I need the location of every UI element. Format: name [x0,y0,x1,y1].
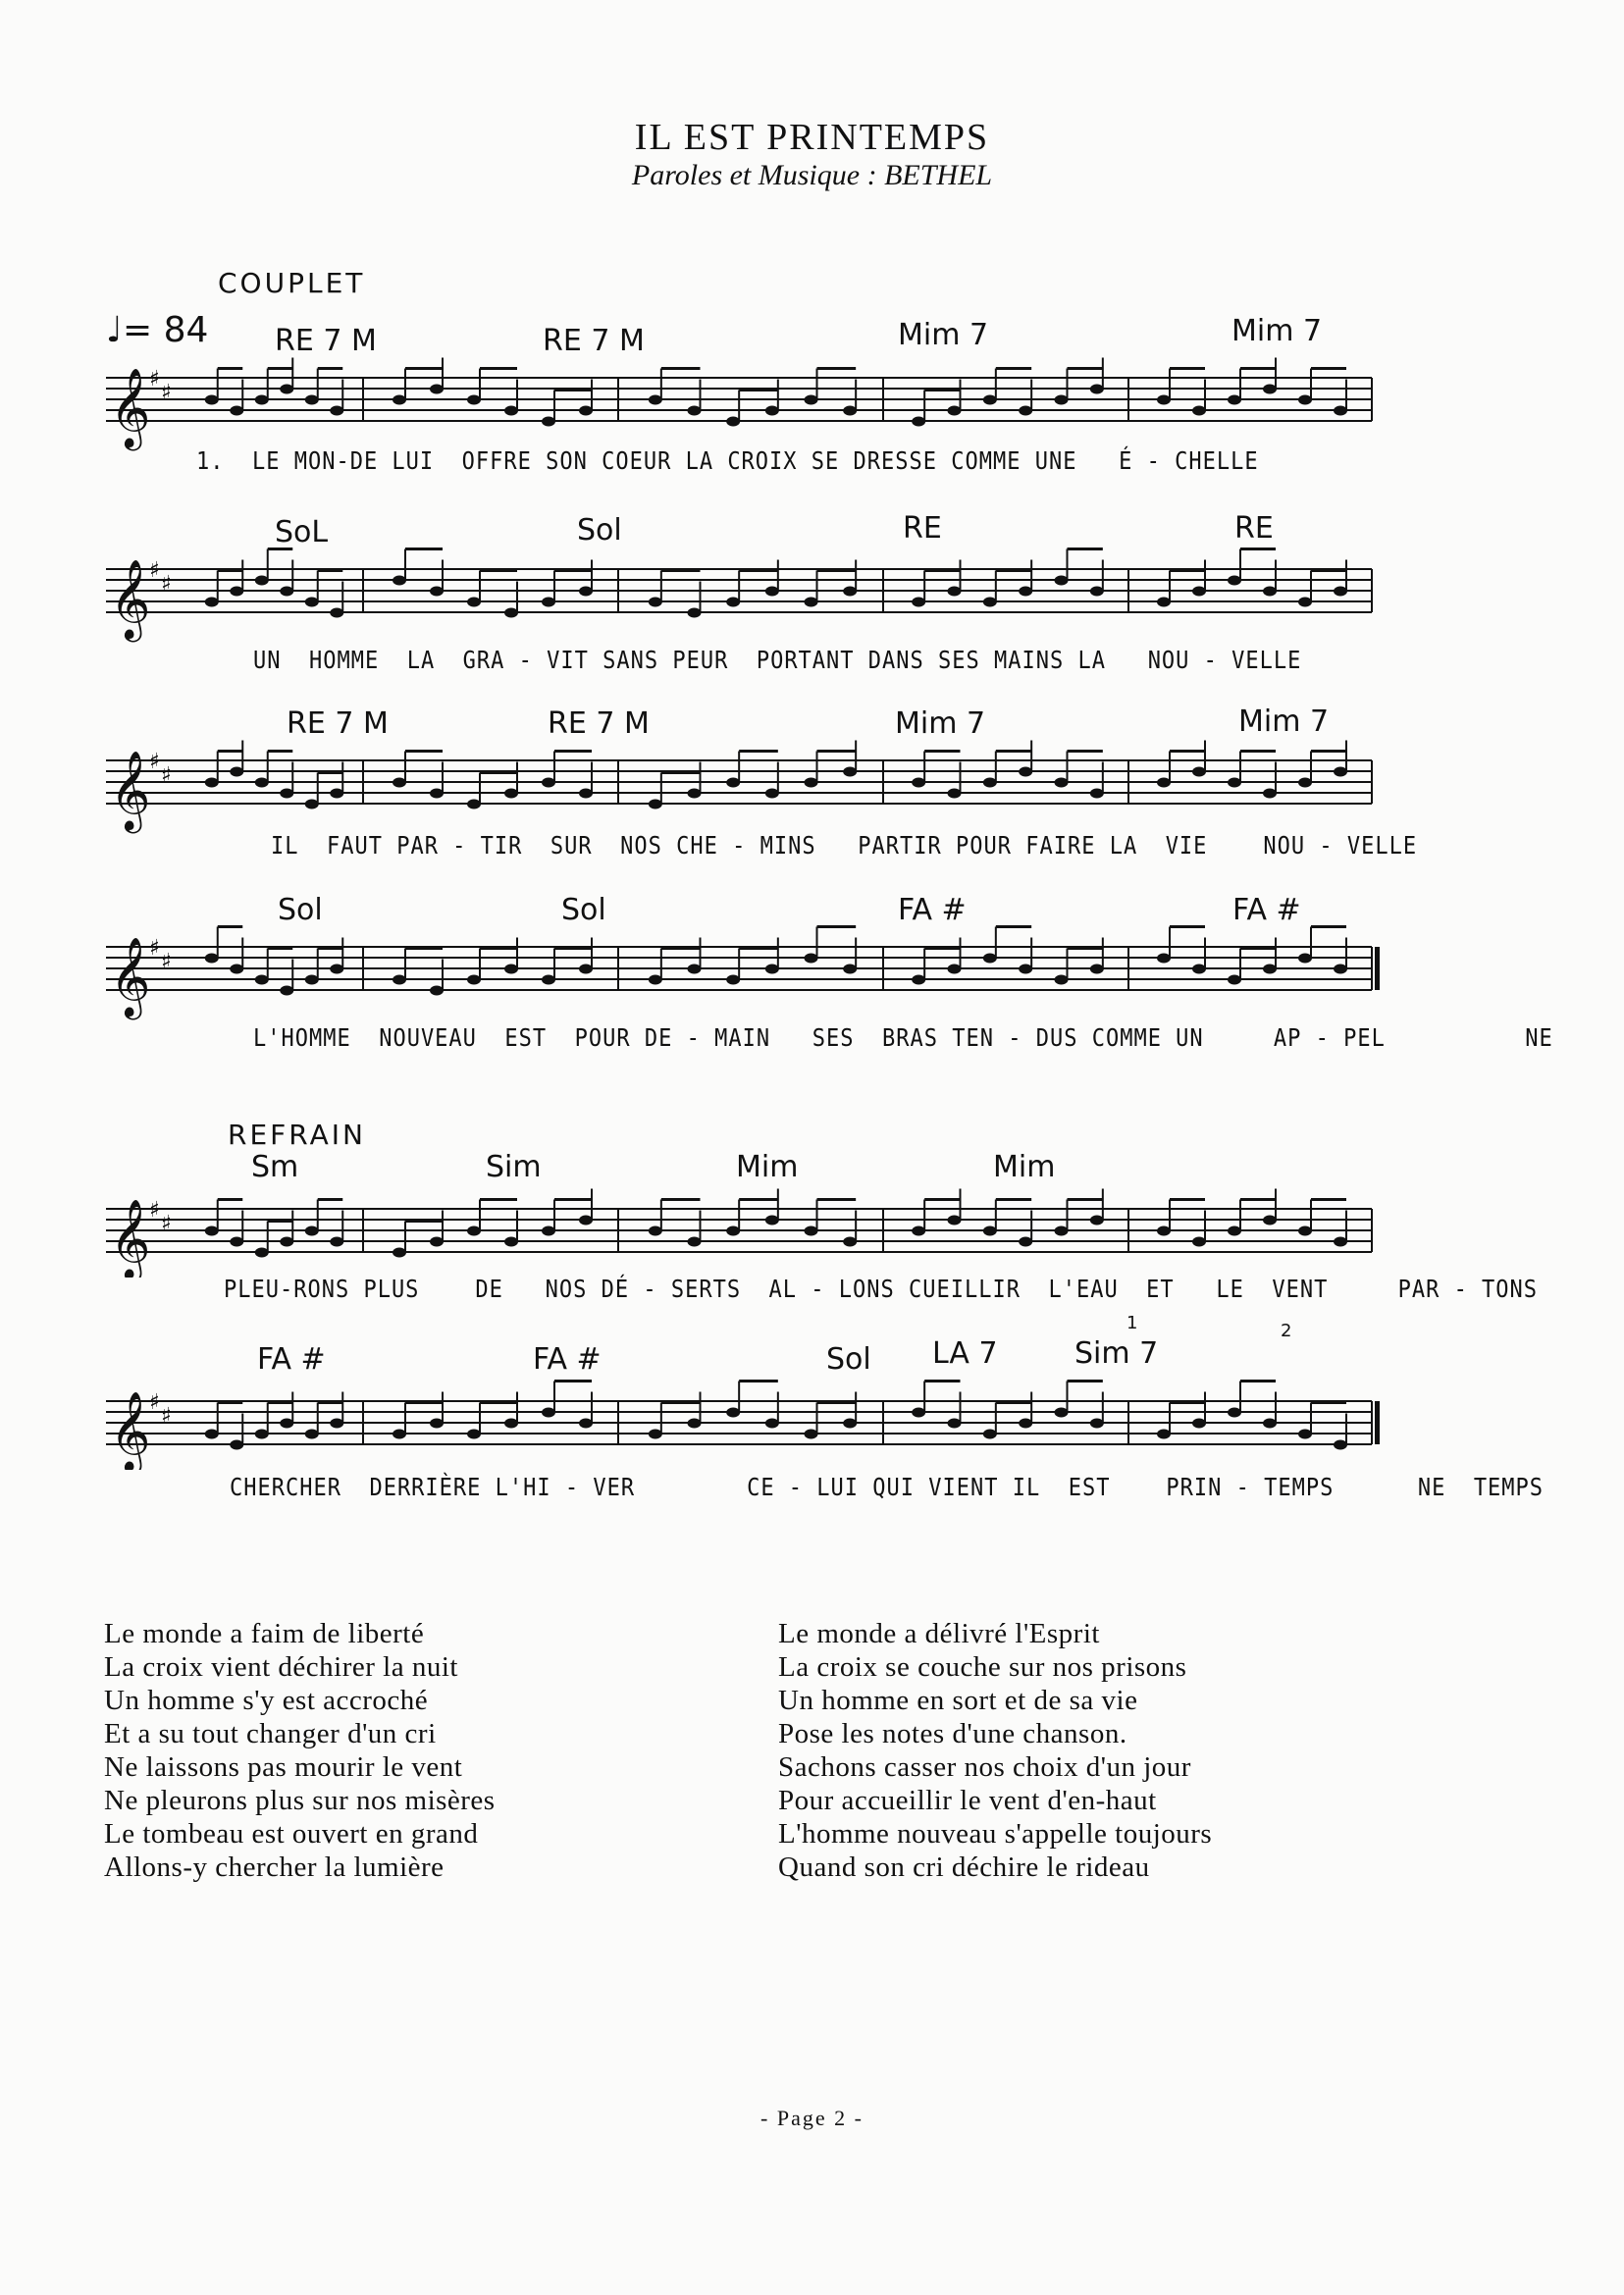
sharp-icon: ♯ [149,367,160,391]
note-head [430,1419,444,1429]
note-head [280,385,293,394]
note-head [688,1237,702,1247]
note-head [1298,954,1312,964]
song-credits: Paroles et Musique : BETHEL [631,159,993,191]
note-head [688,1419,702,1429]
note-head [1228,1408,1241,1418]
music-staff [0,324,1624,451]
song-title: IL EST PRINTEMPS [634,117,990,158]
note-head [843,1237,857,1247]
chord-symbol: SoL [275,515,329,549]
note-head [983,395,997,405]
note-head [467,598,481,607]
note-head [1263,1419,1277,1429]
note-head [504,1237,518,1247]
note-head [579,406,593,416]
note-head [1090,1419,1104,1429]
sharp-icon: ♯ [161,572,172,597]
verse-line: Sachons casser nos choix d'un jour [778,1751,1191,1783]
note-head [983,1226,997,1236]
note-head [726,417,740,427]
couplet-label: COUPLET [218,267,366,299]
verse-line: Le tombeau est ouvert en grand [104,1818,479,1850]
music-staff [0,706,1624,834]
treble-clef-icon: 𝄞 [110,1198,151,1278]
note-head [1298,778,1312,788]
treble-clef-icon: 𝄞 [110,750,151,830]
note-head [688,789,702,799]
note-head [579,587,593,597]
note-head [1192,1419,1206,1429]
note-head [205,1226,219,1236]
note-head [1298,395,1312,405]
note-head [542,1226,555,1236]
tempo-marking: ♩= 84 [106,310,209,350]
note-head [1090,965,1104,974]
note-head [912,778,925,788]
note-head [843,406,857,416]
verse-3 [778,1617,1212,1884]
note-head [579,1216,593,1226]
note-head [230,767,243,777]
note-head [726,778,740,788]
verse-line: Quand son cri déchire le rideau [778,1852,1150,1883]
note-head [1055,395,1069,405]
note-head [305,800,319,809]
note-head [805,395,818,405]
note-head [1157,395,1171,405]
note-head [649,975,662,985]
note-head [305,598,319,607]
sharp-icon: ♯ [161,381,172,405]
note-head [305,1226,319,1236]
note-head [765,1419,779,1429]
verse-line: La croix vient déchirer la nuit [104,1651,458,1683]
note-head [542,975,555,985]
treble-clef-icon: 𝄞 [110,367,151,447]
note-head [1334,767,1347,777]
chord-symbol: RE [1234,511,1274,546]
staff-system [0,1313,1624,1509]
note-head [542,1408,555,1418]
note-head [1055,975,1069,985]
note-head [948,789,962,799]
note-head [948,1216,962,1226]
note-head [1157,1430,1171,1439]
note-head [805,778,818,788]
note-head [1228,576,1241,586]
note-head [330,1419,343,1429]
lyrics-line: PLEU-RONS PLUS DE NOS DÉ - SERTS AL - LONS CUEILLIR L'EAU ET LE VENT PAR - TONS [224,1276,1539,1304]
sharp-icon: ♯ [161,763,172,788]
note-head [467,800,481,809]
note-head [1263,587,1277,597]
note-head [843,965,857,974]
note-head [579,1419,593,1429]
chord-symbol: LA 7 [932,1336,998,1371]
note-head [230,406,243,416]
note-head [1334,965,1347,974]
note-head [430,1237,444,1247]
note-head [430,789,444,799]
note-head [255,778,269,788]
note-head [230,1440,243,1450]
note-head [1228,778,1241,788]
note-head [726,1408,740,1418]
chord-symbol: Mim 7 [1238,704,1330,739]
verse-line: Pose les notes d'une chanson. [778,1718,1127,1749]
note-head [255,576,269,586]
note-head [948,406,962,416]
note-head [948,965,962,974]
sharp-icon: ♯ [161,1212,172,1236]
note-head [805,1226,818,1236]
treble-clef-icon: 𝄞 [110,936,151,1017]
note-head [393,1248,406,1258]
note-head [1263,789,1277,799]
note-head [1228,1226,1241,1236]
sharp-icon: ♯ [149,1198,160,1223]
note-head [912,1226,925,1236]
sharp-icon: ♯ [161,1404,172,1429]
note-head [765,1216,779,1226]
chord-symbol: FA # [533,1342,602,1377]
chord-symbol: Mim 7 [898,318,989,352]
note-head [912,975,925,985]
note-head [948,587,962,597]
note-head [467,975,481,985]
note-head [843,1419,857,1429]
lyrics-line: UN HOMME LA GRA - VIT SANS PEUR PORTANT DANS SES MAINS LA NOU - VELLE [253,647,1302,675]
verse-line: Ne laissons pas mourir le vent [104,1751,463,1783]
note-head [983,954,997,964]
treble-clef-icon: 𝄞 [110,1390,151,1470]
note-head [948,1419,962,1429]
staff-system [0,893,1624,1060]
note-head [649,1430,662,1439]
note-head [330,789,343,799]
lyrics-line: CHERCHER DERRIÈRE L'HI - VER CE - LUI QUI VIENT IL EST PRIN - TEMPS NE TEMPS [230,1474,1545,1502]
note-head [1019,767,1032,777]
note-head [205,954,219,964]
note-head [1019,587,1032,597]
volta-2-label: 2 [1281,1321,1292,1341]
note-head [430,587,444,597]
chord-symbol: Sol [577,513,622,548]
note-head [1019,965,1032,974]
note-head [1090,1216,1104,1226]
note-head [1263,1216,1277,1226]
note-head [1157,954,1171,964]
sharp-icon: ♯ [149,558,160,583]
note-head [765,965,779,974]
note-head [430,986,444,996]
verse-2 [104,1617,496,1884]
staff-system [0,314,1624,481]
note-head [230,587,243,597]
note-head [330,965,343,974]
note-head [805,1430,818,1439]
sharp-icon: ♯ [149,750,160,774]
note-head [1192,965,1206,974]
chord-symbol: RE 7 M [287,706,389,741]
note-head [280,986,293,996]
note-head [579,789,593,799]
chord-symbol: Sol [561,893,606,927]
note-head [542,778,555,788]
note-head [255,975,269,985]
note-head [1192,767,1206,777]
staff-system [0,706,1624,873]
music-staff [0,1150,1624,1278]
verse-line: Le monde a délivré l'Esprit [778,1618,1100,1649]
note-head [843,767,857,777]
note-head [649,395,662,405]
note-head [205,598,219,607]
chord-symbol: RE 7 M [543,324,645,358]
note-head [1298,1226,1312,1236]
music-staff [0,1342,1624,1470]
note-head [1263,385,1277,394]
chord-symbol: RE 7 M [275,324,377,358]
lyrics-line: 1. LE MON-DE LUI OFFRE SON COEUR LA CROIX SE DRESSE COMME UNE É - CHELLE [196,447,1259,476]
note-head [305,1430,319,1439]
note-head [1055,1408,1069,1418]
note-head [688,965,702,974]
note-head [1334,1237,1347,1247]
chord-symbol: RE 7 M [548,706,650,741]
verse-line: Le monde a faim de liberté [104,1618,425,1649]
note-head [726,1226,740,1236]
note-head [504,406,518,416]
lyrics-line: IL FAUT PAR - TIR SUR NOS CHE - MINS PARTIR POUR FAIRE LA VIE NOU - VELLE [271,832,1418,861]
note-head [1019,406,1032,416]
chord-symbol: RE [903,511,942,546]
note-head [1090,587,1104,597]
note-head [649,1226,662,1236]
note-head [393,395,406,405]
chord-symbol: Mim 7 [1231,314,1323,348]
note-head [230,965,243,974]
verse-line: Pour accueillir le vent d'en-haut [778,1785,1157,1816]
note-head [504,965,518,974]
note-head [255,1430,269,1439]
verse-line: L'homme nouveau s'appelle toujours [778,1818,1213,1850]
verse-line: Ne pleurons plus sur nos misères [104,1785,496,1816]
note-head [649,800,662,809]
chord-symbol: FA # [898,893,967,927]
note-head [649,598,662,607]
treble-clef-icon: 𝄞 [110,558,151,639]
note-head [1055,1226,1069,1236]
note-head [393,576,406,586]
note-head [255,1248,269,1258]
note-head [1090,385,1104,394]
page-number: - Page 2 - [760,2106,864,2130]
note-head [504,608,518,618]
staff-system [0,511,1624,682]
note-head [330,1237,343,1247]
note-head [1334,587,1347,597]
note-head [1298,1430,1312,1439]
note-head [805,598,818,607]
verse-line: Un homme s'y est accroché [104,1685,429,1716]
note-head [430,385,444,394]
note-head [912,1408,925,1418]
music-staff [0,515,1624,643]
note-head [205,1430,219,1439]
note-head [688,406,702,416]
note-head [305,975,319,985]
note-head [579,965,593,974]
chord-symbol: Mim [993,1150,1056,1184]
chord-symbol: FA # [1232,893,1301,927]
note-head [1263,965,1277,974]
note-head [330,608,343,618]
sharp-icon: ♯ [149,1390,160,1415]
sharp-icon: ♯ [161,950,172,974]
note-head [542,417,555,427]
note-head [205,395,219,405]
note-head [255,395,269,405]
note-head [1192,1237,1206,1247]
note-head [504,1419,518,1429]
note-head [983,598,997,607]
note-head [1228,975,1241,985]
note-head [280,1419,293,1429]
note-head [726,975,740,985]
note-head [765,406,779,416]
note-head [1055,778,1069,788]
note-head [1055,576,1069,586]
note-head [1019,1237,1032,1247]
note-head [393,975,406,985]
note-head [1192,587,1206,597]
chord-symbol: Sim 7 [1074,1336,1159,1371]
note-head [280,587,293,597]
chord-symbol: Sol [826,1342,871,1377]
music-staff [0,893,1624,1020]
note-head [843,587,857,597]
note-head [504,789,518,799]
note-head [467,1226,481,1236]
note-head [1090,789,1104,799]
staff-system [0,1150,1624,1317]
chord-symbol: Sol [278,893,323,927]
verse-line: La croix se couche sur nos prisons [778,1651,1187,1683]
note-head [1298,598,1312,607]
note-head [1157,778,1171,788]
note-head [467,1430,481,1439]
note-head [765,587,779,597]
note-head [280,789,293,799]
note-head [726,598,740,607]
chord-symbol: Sm [251,1150,299,1184]
note-head [912,417,925,427]
verse-line: Un homme en sort et de sa vie [778,1685,1138,1716]
lyrics-line: L'HOMME NOUVEAU EST POUR DE - MAIN SES BRAS TEN - DUS COMME UN AP - PEL NE [253,1024,1553,1053]
note-head [305,395,319,405]
note-head [467,395,481,405]
note-head [393,778,406,788]
volta-1-label: 1 [1126,1313,1138,1333]
chord-symbol: FA # [257,1342,326,1377]
note-head [1157,1226,1171,1236]
note-head [765,789,779,799]
note-head [1019,1419,1032,1429]
note-head [230,1237,243,1247]
note-head [330,406,343,416]
note-head [983,778,997,788]
verse-line: Et a su tout changer d'un cri [104,1718,437,1749]
note-head [805,954,818,964]
note-head [983,1430,997,1439]
note-head [1334,406,1347,416]
note-head [912,598,925,607]
verse-line: Allons-y chercher la lumière [104,1852,445,1883]
chord-symbol: Mim [736,1150,799,1184]
note-head [393,1430,406,1439]
chord-symbol: Sim [486,1150,542,1184]
note-head [688,608,702,618]
note-head [1192,406,1206,416]
chord-symbol: Mim 7 [895,706,986,741]
sharp-icon: ♯ [149,936,160,961]
note-head [280,1237,293,1247]
note-head [1157,598,1171,607]
note-head [205,778,219,788]
refrain-label: REFRAIN [228,1119,366,1151]
note-head [1228,395,1241,405]
note-head [1334,1440,1347,1450]
note-head [542,598,555,607]
